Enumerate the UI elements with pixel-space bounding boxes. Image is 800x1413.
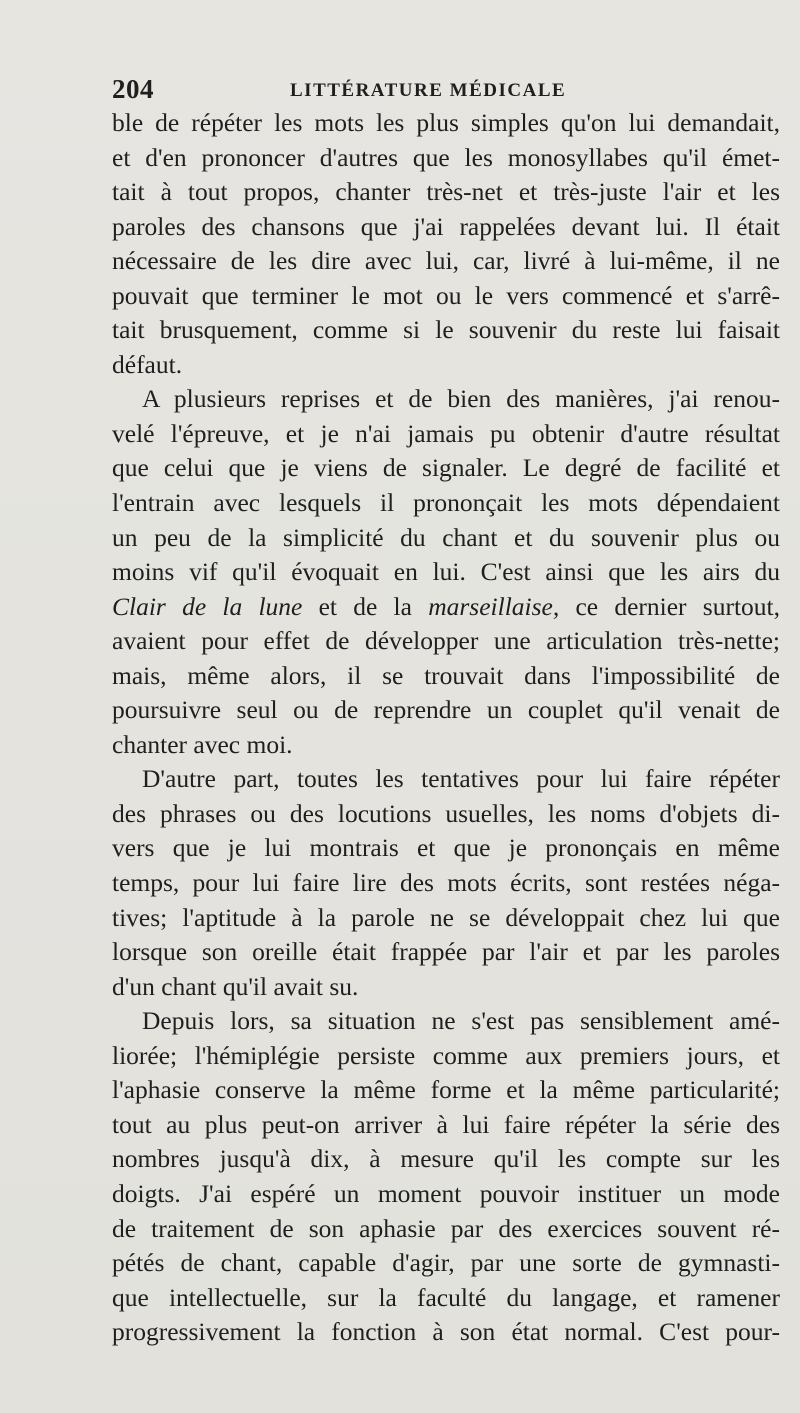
paragraph xyxy=(112,1004,780,1349)
text-line: temps, pour lui faire lire des mots écrits, sont restées néga- xyxy=(112,868,780,898)
page-number: 204 xyxy=(112,74,154,104)
text-line: velé l'épreuve, et je n'ai jamais pu obtenir d'autre résultat xyxy=(112,418,780,448)
text-line: un peu de la simplicité du chant et du souvenir plus ou xyxy=(112,522,780,552)
text-line: mais, même alors, il se trouvait dans l'impossibilité de xyxy=(112,660,780,690)
text-line: défaut. xyxy=(112,349,183,379)
text-line: Depuis lors, sa situation ne s'est pas sensiblement amé- xyxy=(142,1006,780,1036)
text-line: nécessaire de les dire avec lui, car, livré à lui-même, il ne xyxy=(112,246,780,276)
text-line: l'aphasie conserve la même forme et la même particularité; xyxy=(112,1075,780,1105)
paragraph xyxy=(112,762,780,1004)
text-line: lorsque son oreille était frappée par l'air et par les paroles xyxy=(112,937,780,967)
text-line: tait à tout propos, chanter très-net et très-juste l'air et les xyxy=(112,177,780,207)
text-line: A plusieurs reprises et de bien des manières, j'ai renou- xyxy=(142,384,780,414)
text-line: liorée; l'hémiplégie persiste comme aux premiers jours, et xyxy=(112,1040,780,1070)
paragraph xyxy=(112,382,780,762)
text-line-with-italics: Clair de la lune et de la marseillaise, ce dernier surtout, xyxy=(112,591,780,621)
text-line: tout au plus peut-on arriver à lui faire répéter la série des xyxy=(112,1109,780,1139)
text-line: moins vif qu'il évoquait en lui. C'est ainsi que les airs du xyxy=(112,557,780,587)
text-line: progressivement la fonction à son état normal. C'est pour- xyxy=(112,1317,780,1347)
text-line: ble de répéter les mots les plus simples qu'on lui demandait, xyxy=(112,108,780,137)
body-text xyxy=(112,106,780,1350)
text-line: et d'en prononcer d'autres que les monosyllabes qu'il émet- xyxy=(112,142,780,172)
text-line: de traitement de son aphasie par des exercices souvent ré- xyxy=(112,1213,780,1243)
text-line: poursuivre seul ou de reprendre un couplet qu'il venait de xyxy=(112,695,780,725)
text-line: que intellectuelle, sur la faculté du langage, et ramener xyxy=(112,1282,780,1312)
text-line: tives; l'aptitude à la parole ne se développait chez lui que xyxy=(112,902,780,932)
text-line: chanter avec moi. xyxy=(112,729,293,759)
running-title: LITTÉRATURE MÉDICALE xyxy=(290,80,567,101)
text-line: nombres jusqu'à dix, à mesure qu'il les compte sur les xyxy=(112,1144,780,1174)
text-line: pouvait que terminer le mot ou le vers commencé et s'arrê- xyxy=(112,280,780,310)
text-line: tait brusquement, comme si le souvenir du reste lui faisait xyxy=(112,315,780,345)
text-line: l'entrain avec lesquels il prononçait les mots dépendaient xyxy=(112,488,780,518)
text-line: doigts. J'ai espéré un moment pouvoir instituer un mode xyxy=(112,1178,780,1208)
text-line: pétés de chant, capable d'agir, par une sorte de gymnasti- xyxy=(112,1248,780,1278)
paragraph xyxy=(112,106,780,382)
text-line: d'un chant qu'il avait su. xyxy=(112,971,359,1001)
text-line: paroles des chansons que j'ai rappelées devant lui. Il était xyxy=(112,211,780,241)
text-line: que celui que je viens de signaler. Le degré de facilité et xyxy=(112,453,780,483)
italic-title: Clair de la lune xyxy=(112,591,303,621)
page-header xyxy=(112,74,780,108)
text-line: D'autre part, toutes les tentatives pour lui faire répéter xyxy=(142,764,780,794)
text-line: avaient pour effet de développer une articulation très-nette; xyxy=(112,626,780,656)
text-line: vers que je lui montrais et que je prononçais en même xyxy=(112,833,780,863)
italic-title: marseillaise, xyxy=(428,591,560,621)
text-line: des phrases ou des locutions usuelles, les noms d'objets di- xyxy=(112,798,780,828)
